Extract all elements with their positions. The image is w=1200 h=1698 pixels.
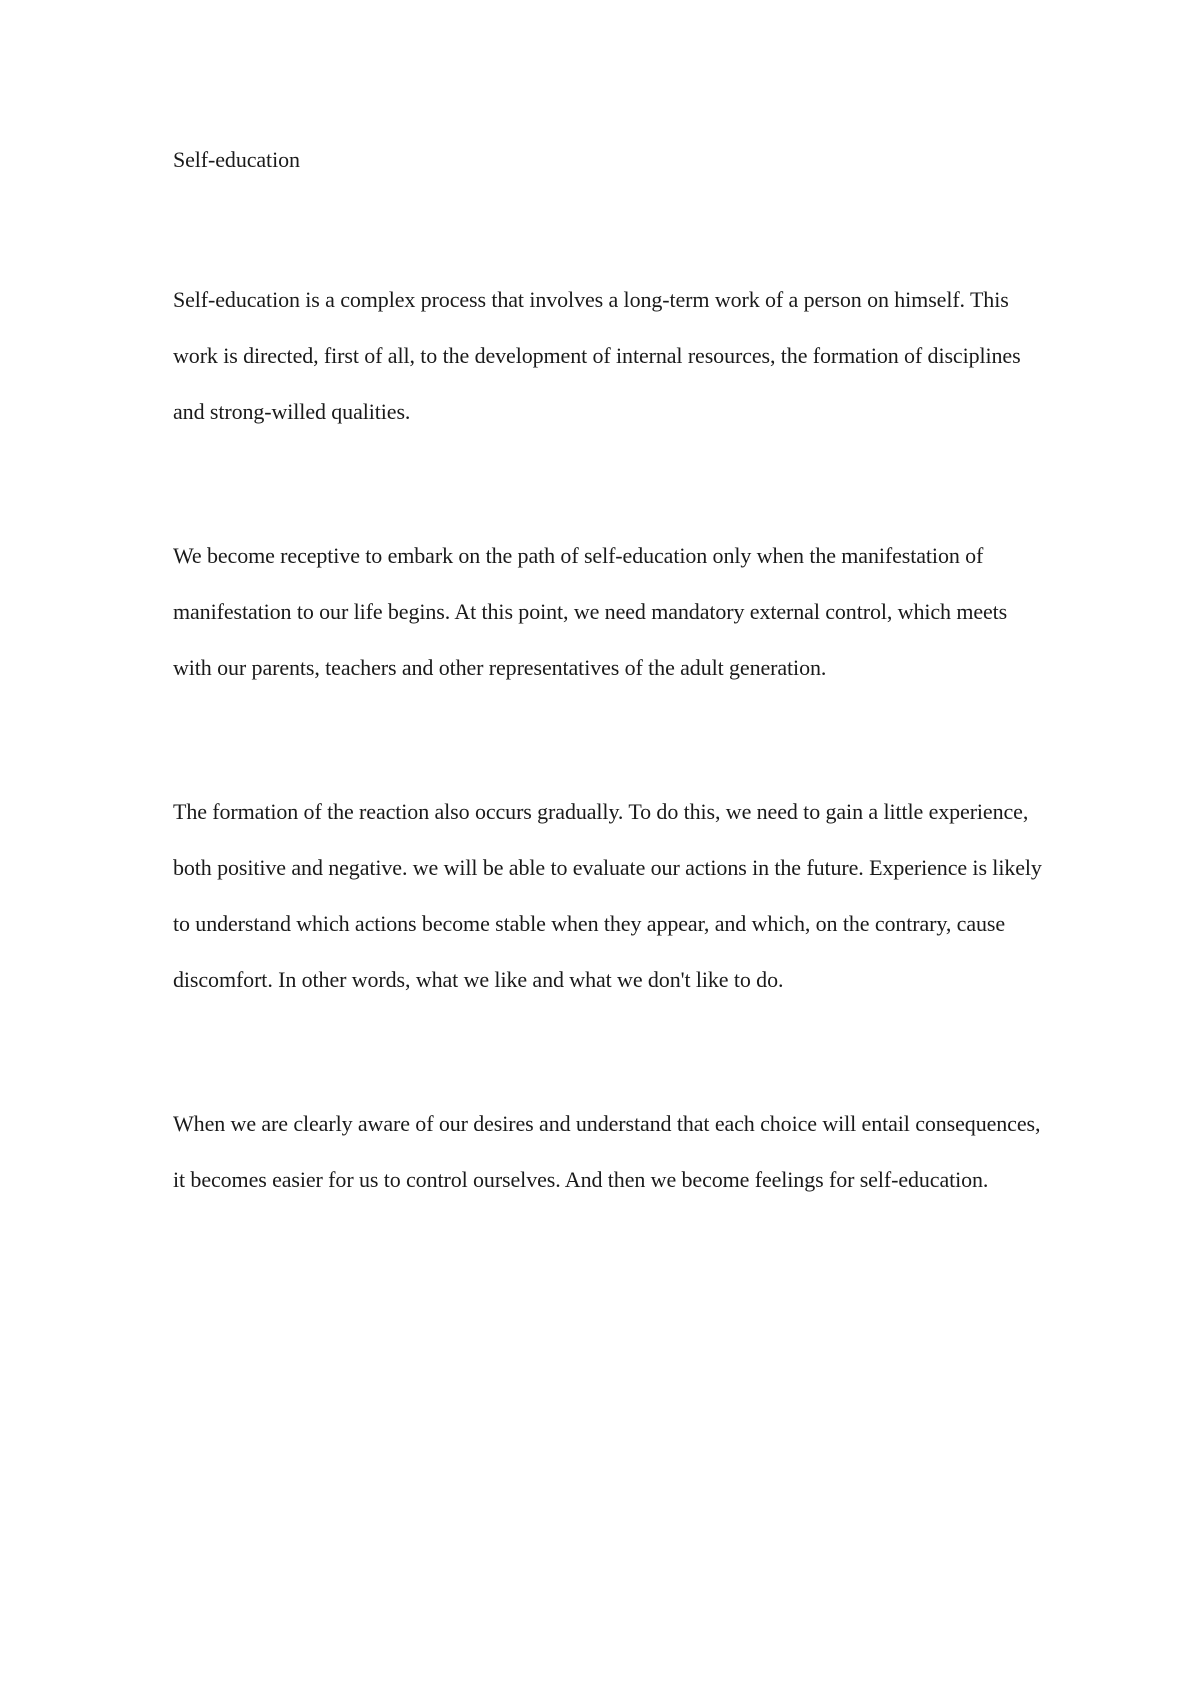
document-title: Self-education <box>173 147 300 172</box>
paragraph-1: Self-education is a complex process that involves a long-term work of a person on himself. This work is directed, first of all, to the development of internal resources, the formation of disciplines and strong-willed qualities. <box>173 287 1021 424</box>
document-body <box>173 140 1043 1208</box>
paragraph-3: The formation of the reaction also occurs gradually. To do this, we need to gain a little experience, both positive and negative. we will be able to evaluate our actions in the future. Experience is likely to understand which actions become stable when they appear, and which, on the contrary, cause discomfort. In other words, what we like and what we don't like to do. <box>173 799 1042 992</box>
paragraph-2: We become receptive to embark on the path of self-education only when the manifestation of manifestation to our life begins. At this point, we need mandatory external control, which meets with our parents, teachers and other representatives of the adult generation. <box>173 543 1008 680</box>
paragraph-4: When we are clearly aware of our desires and understand that each choice will entail consequences, it becomes easier for us to control ourselves. And then we become feelings for self-education. <box>173 1111 1041 1192</box>
